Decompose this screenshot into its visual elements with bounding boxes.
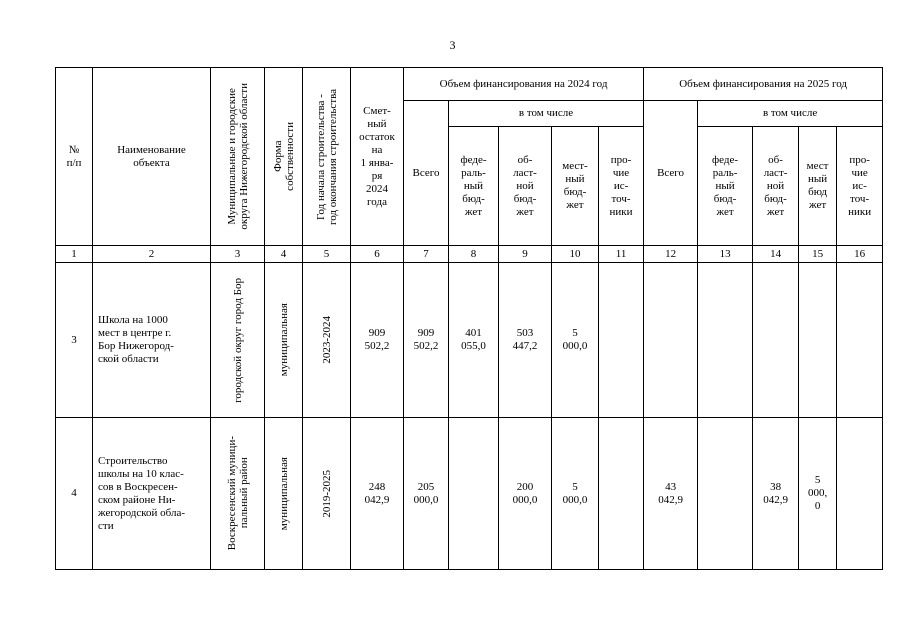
col-header-regional-2024: об- ласт- ной бюд- жет	[499, 127, 552, 246]
financing-table	[55, 67, 883, 570]
subgroup-header-2024: в том числе	[449, 101, 644, 127]
col-header-other-2025: про- чие ис- точ- ники	[837, 127, 883, 246]
col-number: 1	[56, 246, 93, 263]
group-header-2025: Объем финансирования на 2025 год	[644, 68, 883, 101]
col-header-regional-2025: об- ласт- ной бюд- жет	[753, 127, 799, 246]
other-2024-value	[599, 263, 644, 418]
col-header-total-2024: Всего	[404, 101, 449, 246]
col-number: 2	[93, 246, 211, 263]
years-text: 2019-2025	[320, 469, 333, 518]
regional-2025-value: 38 042,9	[753, 418, 799, 570]
page-number: 3	[449, 38, 456, 52]
col-number: 13	[698, 246, 753, 263]
years-cell	[303, 263, 351, 418]
col-number: 7	[404, 246, 449, 263]
col-number: 3	[211, 246, 265, 263]
local-2025-value: 5 000, 0	[799, 418, 837, 570]
local-2024-value: 5 000,0	[552, 263, 599, 418]
row-number: 4	[56, 418, 93, 570]
regional-2024-value: 503 447,2	[499, 263, 552, 418]
local-2025-value	[799, 263, 837, 418]
group-header-2024: Объем финансирования на 2024 год	[404, 68, 644, 101]
ownership-cell	[265, 418, 303, 570]
federal-2025-value	[698, 263, 753, 418]
col-header-years-text: Год начала строительства - год окончания строительства	[314, 88, 339, 225]
ownership-cell	[265, 263, 303, 418]
other-2025-value	[837, 263, 883, 418]
table-row	[56, 418, 883, 570]
ownership-text: муниципальная	[277, 303, 290, 377]
federal-2025-value	[698, 418, 753, 570]
subgroup-header-2025: в том числе	[698, 101, 883, 127]
years-cell	[303, 418, 351, 570]
total-2024-value: 205 000,0	[404, 418, 449, 570]
col-header-local-2025: мест ный бюд жет	[799, 127, 837, 246]
col-header-local-2024: мест- ный бюд- жет	[552, 127, 599, 246]
col-header-federal-2024: федe- раль- ный бюд- жет	[449, 127, 499, 246]
col-number: 9	[499, 246, 552, 263]
col-number: 12	[644, 246, 698, 263]
other-2025-value	[837, 418, 883, 570]
regional-2025-value	[753, 263, 799, 418]
col-header-number: № п/п	[56, 68, 93, 246]
col-number: 15	[799, 246, 837, 263]
object-name: Строительство школы на 10 клас- сов в Воскресен- ском районе Ни- жегородской обла- сти	[93, 418, 211, 570]
municipality-text: городской округ город Бор	[231, 277, 244, 403]
ownership-text: муниципальная	[277, 456, 290, 531]
col-number: 14	[753, 246, 799, 263]
col-header-name: Наименование объекта	[93, 68, 211, 246]
col-number: 16	[837, 246, 883, 263]
col-header-municipality-text: Муниципальные и городские округа Нижегородской области	[225, 83, 250, 230]
object-name: Школа на 1000 мест в центре г. Бор Нижегород- ской области	[93, 263, 211, 418]
total-2025-value: 43 042,9	[644, 418, 698, 570]
col-number: 10	[552, 246, 599, 263]
balance-value: 909 502,2	[351, 263, 404, 418]
col-header-balance: Смет- ный остаток на 1 янва- ря 2024 года	[351, 68, 404, 246]
col-header-ownership	[265, 68, 303, 246]
federal-2024-value	[449, 418, 499, 570]
balance-value: 248 042,9	[351, 418, 404, 570]
municipality-cell	[211, 418, 265, 570]
years-text: 2023-2024	[320, 316, 333, 364]
header-row-1	[56, 68, 883, 101]
row-number: 3	[56, 263, 93, 418]
col-header-other-2024: про- чие ис- точ- ники	[599, 127, 644, 246]
col-header-total-2025: Всего	[644, 101, 698, 246]
other-2024-value	[599, 418, 644, 570]
federal-2024-value: 401 055,0	[449, 263, 499, 418]
col-number: 4	[265, 246, 303, 263]
total-2025-value	[644, 263, 698, 418]
municipality-cell	[211, 263, 265, 418]
municipality-text: Воскресенский муници- пальный район	[225, 436, 250, 551]
regional-2024-value: 200 000,0	[499, 418, 552, 570]
col-number: 5	[303, 246, 351, 263]
col-header-ownership-text: Форма собственности	[271, 122, 296, 191]
col-number: 8	[449, 246, 499, 263]
total-2024-value: 909 502,2	[404, 263, 449, 418]
column-numbers-row	[56, 246, 883, 263]
table-row	[56, 263, 883, 418]
col-number: 6	[351, 246, 404, 263]
local-2024-value: 5 000,0	[552, 418, 599, 570]
col-header-municipality	[211, 68, 265, 246]
col-number: 11	[599, 246, 644, 263]
col-header-years	[303, 68, 351, 246]
col-header-federal-2025: федe- раль- ный бюд- жет	[698, 127, 753, 246]
